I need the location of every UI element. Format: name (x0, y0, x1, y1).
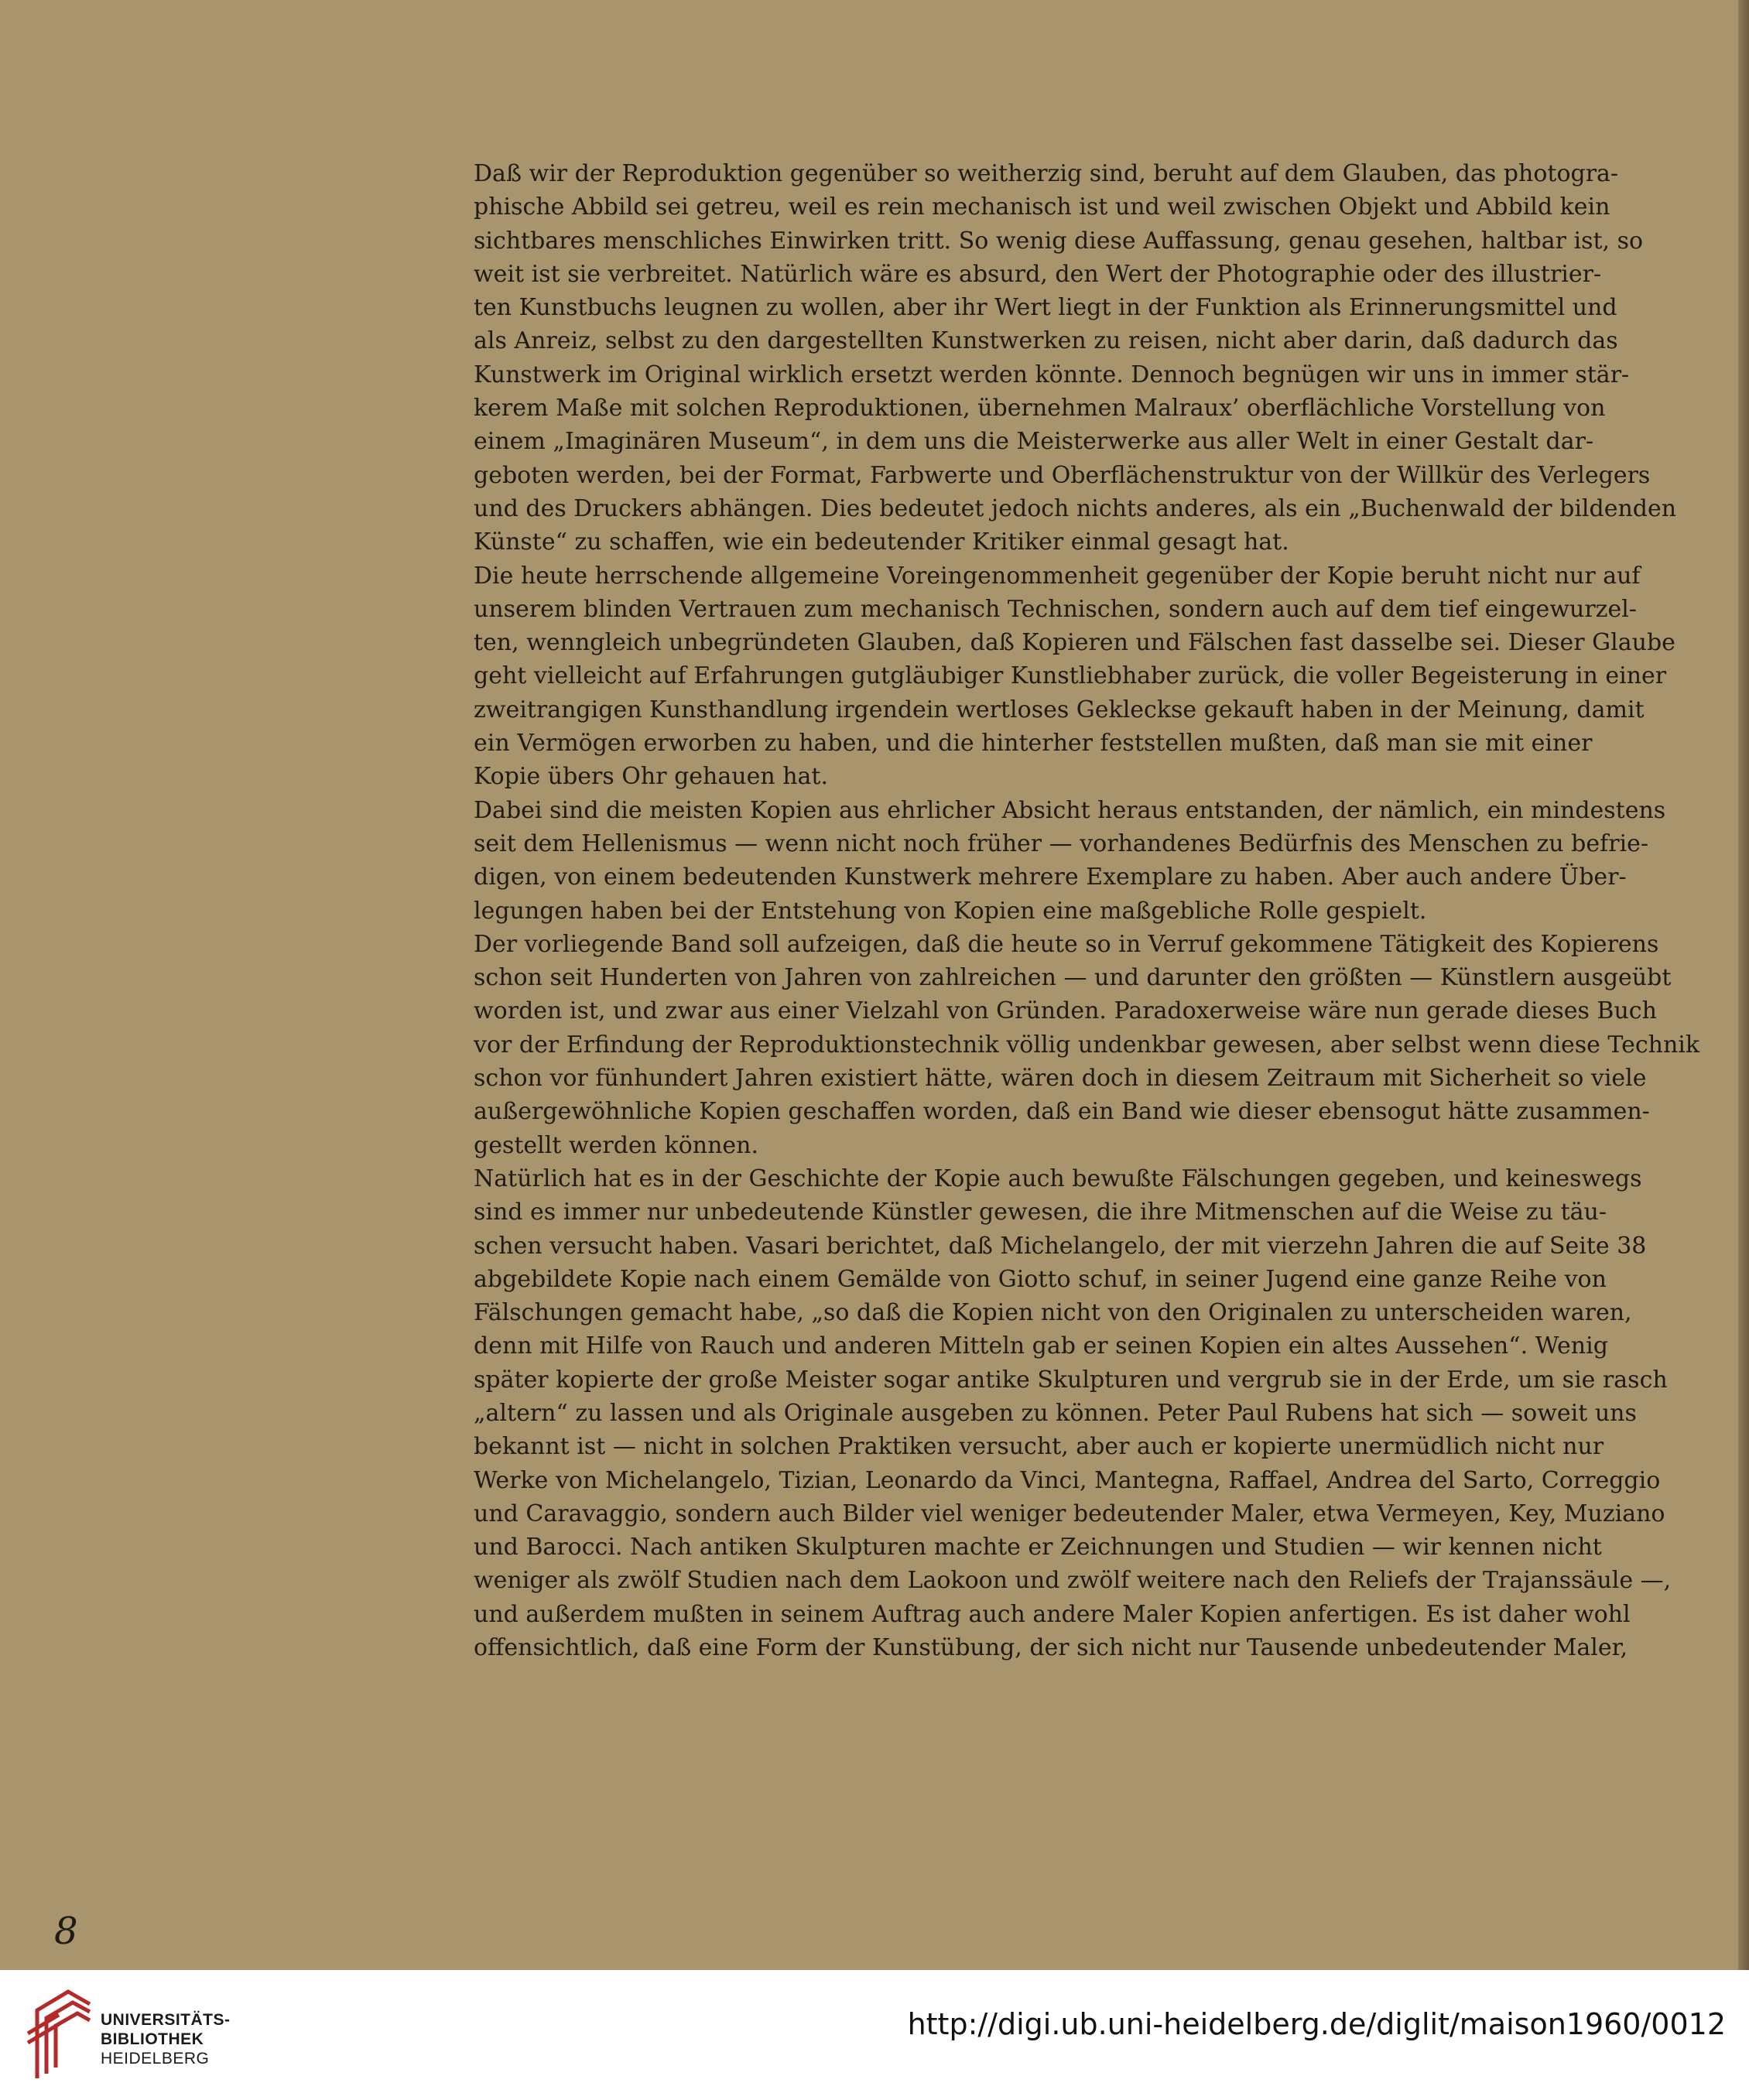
text-line: schen versucht haben. Vasari berichtet, daß Michelangelo, der mit vierzehn Jahren die auf Seite 38 (474, 1232, 1647, 1260)
text-line: und Caravaggio, sondern auch Bilder viel weniger bedeutender Maler, etwa Vermeyen, Key, Muziano (474, 1500, 1665, 1527)
source-url[interactable]: http://digi.ub.uni-heidelberg.de/diglit/maison1960/0012 (907, 2007, 1726, 2041)
text-line: Dabei sind die meisten Kopien aus ehrlicher Absicht heraus entstanden, der nämlich, ein mindestens (474, 796, 1666, 824)
text-line: Der vorliegende Band soll aufzeigen, daß die heute so in Verruf gekommene Tätigkeit des Kopierens (474, 930, 1659, 958)
text-line: geboten werden, bei der Format, Farbwerte und Oberflächenstruktur von der Willkür des Verlegers (474, 461, 1651, 489)
text-line: kerem Maße mit solchen Reproduktionen, übernehmen Malraux’ oberflächliche Vorstellung von (474, 395, 1606, 422)
text-line: denn mit Hilfe von Rauch und anderen Mitteln gab er seinen Kopien ein altes Aussehen“. Wenig (474, 1332, 1608, 1360)
text-line: sind es immer nur unbedeutende Künstler gewesen, die ihre Mitmenschen auf die Weise zu täu- (474, 1199, 1607, 1226)
text-line: worden ist, und zwar aus einer Vielzahl von Gründen. Paradoxerweise wäre nun gerade dieses Buch (474, 997, 1657, 1025)
library-name (101, 2010, 231, 2068)
text-line: bekannt ist — nicht in solchen Praktiken versucht, aber auch er kopierte unermüdlich nicht nur (474, 1433, 1604, 1461)
text-line: phische Abbild sei getreu, weil es rein mechanisch ist und weil zwischen Objekt und Abbild kein (474, 193, 1610, 221)
text-line: unserem blinden Vertrauen zum mechanisch Technischen, sondern auch auf dem tief eingewurzel- (474, 595, 1637, 623)
text-line: digen, von einem bedeutenden Kunstwerk mehrere Exemplare zu haben. Aber auch andere Über- (474, 864, 1627, 891)
text-line: offensichtlich, daß eine Form der Kunstübung, der sich nicht nur Tausende unbedeutender Maler, (474, 1634, 1628, 1662)
text-line: Künste“ zu schaffen, wie ein bedeutender Kritiker einmal gesagt hat. (474, 528, 1289, 556)
text-line: Kunstwerk im Original wirklich ersetzt werden könnte. Dennoch begnügen wir uns in immer stär- (474, 361, 1630, 388)
text-line: weniger als zwölf Studien nach dem Laokoon und zwölf weitere nach den Reliefs der Trajanssäule —, (474, 1567, 1672, 1595)
text-line: zweitrangigen Kunsthandlung irgendein wertloses Gekleckse gekauft haben in der Meinung, damit (474, 696, 1645, 723)
text-line: weit ist sie verbreitet. Natürlich wäre es absurd, den Wert der Photographie oder des illustrier- (474, 260, 1602, 288)
text-line: schon seit Hunderten von Jahren von zahlreichen — und darunter den größten — Künstlern ausgeübt (474, 964, 1672, 992)
text-line: später kopierte der große Meister sogar antike Skulpturen und vergrub sie in der Erde, um sie rasch (474, 1366, 1668, 1394)
text-line: schon vor fünhundert Jahren existiert hätte, wären doch in diesem Zeitraum mit Sicherheit so viele (474, 1065, 1647, 1093)
text-line: und außerdem mußten in seinem Auftrag auch andere Maler Kopien anfertigen. Es ist daher wohl (474, 1600, 1631, 1628)
text-line: gestellt werden können. (474, 1131, 759, 1159)
text-line: „altern“ zu lassen und als Originale ausgeben zu können. Peter Paul Rubens hat sich — soweit uns (474, 1399, 1637, 1427)
text-line: abgebildete Kopie nach einem Gemälde von Giotto schuf, in seiner Jugend eine ganze Reihe von (474, 1265, 1607, 1293)
body-text (474, 157, 1700, 1664)
text-line: geht vielleicht auf Erfahrungen gutgläubiger Kunstliebhaber zurück, die voller Begeisterung in einer (474, 662, 1667, 690)
library-name-line3: HEIDELBERG (101, 2050, 210, 2068)
text-line: ten, wenngleich unbegründeten Glauben, daß Kopieren und Fälschen fast dasselbe sei. Dieser Glaube (474, 629, 1675, 657)
page-edge-shadow (1738, 0, 1749, 1970)
text-line: sichtbares menschliches Einwirken tritt. So wenig diese Auffassung, genau gesehen, haltbar ist, so (474, 227, 1644, 255)
text-line: und Barocci. Nach antiken Skulpturen machte er Zeichnungen und Studien — wir kennen nicht (474, 1534, 1602, 1561)
text-line: ein Vermögen erworben zu haben, und die hinterher feststellen mußten, daß man sie mit einer (474, 730, 1593, 758)
text-line: als Anreiz, selbst zu den dargestellten Kunstwerken zu reisen, nicht aber darin, daß dadurch das (474, 327, 1618, 355)
text-line: Fälschungen gemacht habe, „so daß die Kopien nicht von den Originalen zu unterscheiden waren, (474, 1299, 1632, 1327)
text-line: Die heute herrschende allgemeine Voreingenommenheit gegenüber der Kopie beruht nicht nur auf (474, 562, 1641, 590)
text-line: Natürlich hat es in der Geschichte der Kopie auch bewußte Fälschungen gegeben, und keineswegs (474, 1165, 1642, 1192)
text-line: legungen haben bei der Entstehung von Kopien eine maßgebliche Rolle gespielt. (474, 897, 1427, 925)
library-logo-icon (23, 1987, 101, 2084)
text-line: seit dem Hellenismus — wenn nicht noch früher — vorhandenes Bedürfnis des Menschen zu befrie- (474, 829, 1649, 857)
library-name-line2: BIBLIOTHEK (101, 2030, 204, 2048)
text-line: vor der Erfindung der Reproduktionstechnik völlig undenkbar gewesen, aber selbst wenn diese Technik (474, 1031, 1700, 1059)
page-number: 8 (54, 1910, 78, 1953)
text-line: Kopie übers Ohr gehauen hat. (474, 763, 828, 791)
text-line: Daß wir der Reproduktion gegenüber so weitherzig sind, beruht auf dem Glauben, das photogra- (474, 160, 1619, 187)
text-line: ten Kunstbuchs leugnen zu wollen, aber ihr Wert liegt in der Funktion als Erinnerungsmittel und (474, 294, 1617, 322)
library-name-line1: UNIVERSITÄTS- (101, 2011, 231, 2029)
text-line: außergewöhnliche Kopien geschaffen worden, daß ein Band wie dieser ebensogut hätte zusammen- (474, 1098, 1650, 1126)
footer-bar (0, 1970, 1749, 2100)
text-line: Werke von Michelangelo, Tizian, Leonardo da Vinci, Mantegna, Raffael, Andrea del Sarto, Correggio (474, 1466, 1661, 1494)
text-line: einem „Imaginären Museum“, in dem uns die Meisterwerke aus aller Welt in einer Gestalt dar- (474, 428, 1594, 456)
text-line: und des Druckers abhängen. Dies bedeutet jedoch nichts anderes, als ein „Buchenwald der bildenden (474, 494, 1677, 522)
